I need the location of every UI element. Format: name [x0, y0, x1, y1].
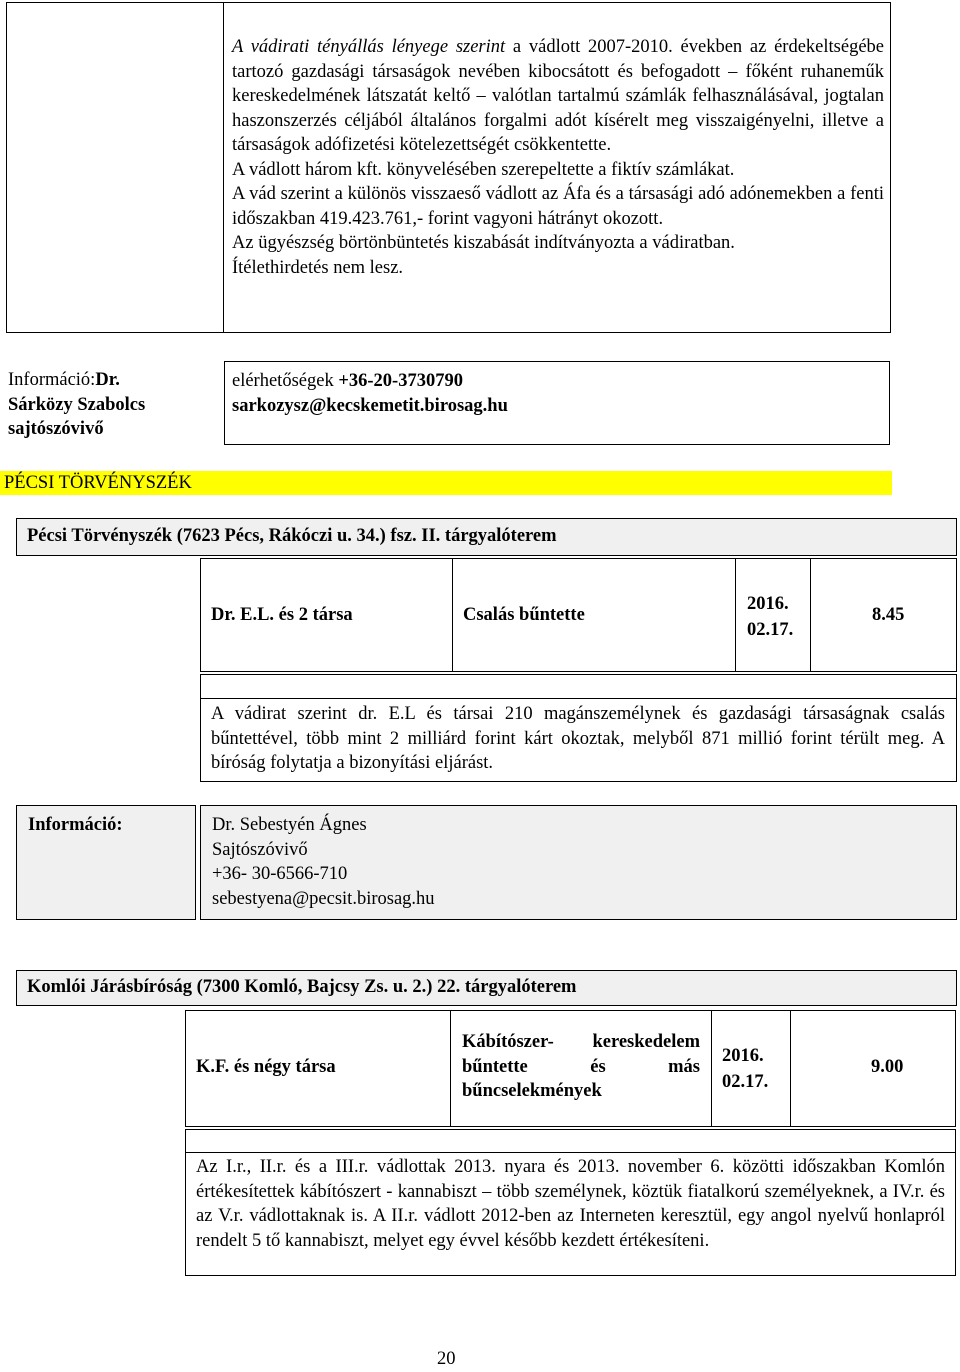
page-number: 20	[437, 1349, 456, 1369]
komlo-case-divider-2	[711, 1010, 712, 1127]
komlo-charge-l1: Kábítószer- kereskedelem	[462, 1032, 700, 1052]
contact-name-part1: Dr.	[95, 370, 120, 390]
pecs-venue-header	[16, 518, 957, 556]
pecs-defendant: Dr. E.L. és 2 társa	[211, 605, 353, 625]
komlo-time: 9.00	[871, 1057, 904, 1077]
contacts-label: elérhetőségek	[232, 371, 334, 391]
summary-lead: A vádirati tényállás lényege szerint	[232, 37, 506, 57]
info-label: Információ:	[8, 370, 96, 390]
komlo-charge-l3: bűncselekmények	[462, 1081, 602, 1101]
pecs-case-divider-2	[735, 558, 736, 672]
komlo-summary: Az I.r., II.r. és a III.r. vádlottak 2013. nyara és 2013. november 6. közötti időszakban Komlón értékesítettek kábítószert - kannabiszt – több személynek, köztük fiatalkorú személyeknek, a IV.r. és az V.r. vádlottaknak is. A II.r. vádlott 2012-ben az Interneten keresztül, egy angol nyelvű honlapról rendelt 5 tő kannabiszt, melyet egy évvel később kezdett értékesíteni.	[196, 1157, 945, 1251]
komlo-case-divider-3	[790, 1010, 791, 1127]
top-case-separator	[223, 2, 224, 333]
kecskemet-info-label-block	[8, 368, 218, 442]
pecs-contact-email[interactable]: sebestyena@pecsit.birosag.hu	[212, 888, 435, 909]
top-case-line3: A vád szerint a különös visszaeső vádlott az Áfa és a társasági adó adónemekben a fenti időszakban 419.423.761,- forint vagyoni hátrányt okozott.	[232, 184, 884, 229]
contact-email[interactable]: sarkozysz@kecskemetit.birosag.hu	[232, 395, 508, 416]
contact-phone: +36-20-3730790	[338, 371, 463, 391]
contact-name-part2: Sárközy Szabolcs	[8, 394, 146, 415]
kecskemet-contact-box	[224, 361, 890, 445]
pecs-venue: Pécsi Törvényszék (7623 Pécs, Rákóczi u. 34.) fsz. II. tárgyalóterem	[27, 526, 557, 546]
top-case-line4: Az ügyészség börtönbüntetés kiszabását indítványozta a vádiratban.	[232, 233, 735, 253]
komlo-defendant: K.F. és négy társa	[196, 1057, 336, 1077]
komlo-venue: Komlói Járásbíróság (7300 Komló, Bajcsy Zs. u. 2.) 22. tárgyalóterem	[27, 977, 577, 997]
top-case-line2: A vádlott három kft. könyvelésében szerepeltette a fiktív számlákat.	[232, 159, 735, 180]
komlo-summary-top-gap-line	[185, 1152, 956, 1153]
pecs-time: 8.45	[872, 605, 905, 625]
pecs-case-divider-3	[810, 558, 811, 672]
komlo-date: 2016. 02.17.	[722, 1046, 769, 1092]
top-case-text	[232, 35, 884, 280]
summary-rest: a vádlott 2007-2010. években az érdekeltségébe tartozó gazdasági társaságok nevében kibocsátott és befogadott – főként ruhaneműk kereskedelmének látszatát keltő – valótlan tartalmú számlák felhasználásával, jogtalan haszonszerzés céljából általános forgalmi adót kísérelt meg visszaigényelni, illetve a társaságok adófizetési kötelezettségét csökkentette.	[232, 37, 884, 155]
top-case-summary	[232, 35, 884, 158]
komlo-case-divider-1	[450, 1010, 451, 1127]
pecs-summary-top-gap-line	[200, 698, 957, 699]
top-case-line5: Ítélethirdetés nem lesz.	[232, 257, 404, 278]
contact-role: sajtószóvivő	[8, 419, 104, 439]
pecs-case-divider-1	[452, 558, 453, 672]
pecs-info-label: Információ:	[28, 815, 123, 835]
pecs-contact-role: Sajtószóvivő	[212, 839, 308, 860]
court-name-bar	[0, 471, 892, 495]
komlo-charge-l2: bűntette és más	[462, 1056, 700, 1077]
court-name: PÉCSI TÖRVÉNYSZÉK	[4, 473, 192, 493]
pecs-contact-name: Dr. Sebestyén Ágnes	[212, 815, 367, 835]
pecs-contact-phone: +36- 30-6566-710	[212, 864, 348, 884]
pecs-contact-box	[200, 805, 957, 920]
pecs-info-label-box	[16, 805, 196, 920]
pecs-charge: Csalás bűntette	[463, 605, 585, 625]
komlo-charge	[462, 1030, 700, 1104]
komlo-venue-header	[16, 970, 957, 1006]
pecs-summary: A vádirat szerint dr. E.L és társai 210 magánszemélynek és gazdasági társaságnak csalás bűntettével, több mint 2 milliárd forint kárt okoztak, melyből 871 millió forint térült meg. A bíróság folytatja a bizonyítási eljárást.	[211, 704, 945, 773]
pecs-date: 2016. 02.17.	[747, 594, 794, 640]
